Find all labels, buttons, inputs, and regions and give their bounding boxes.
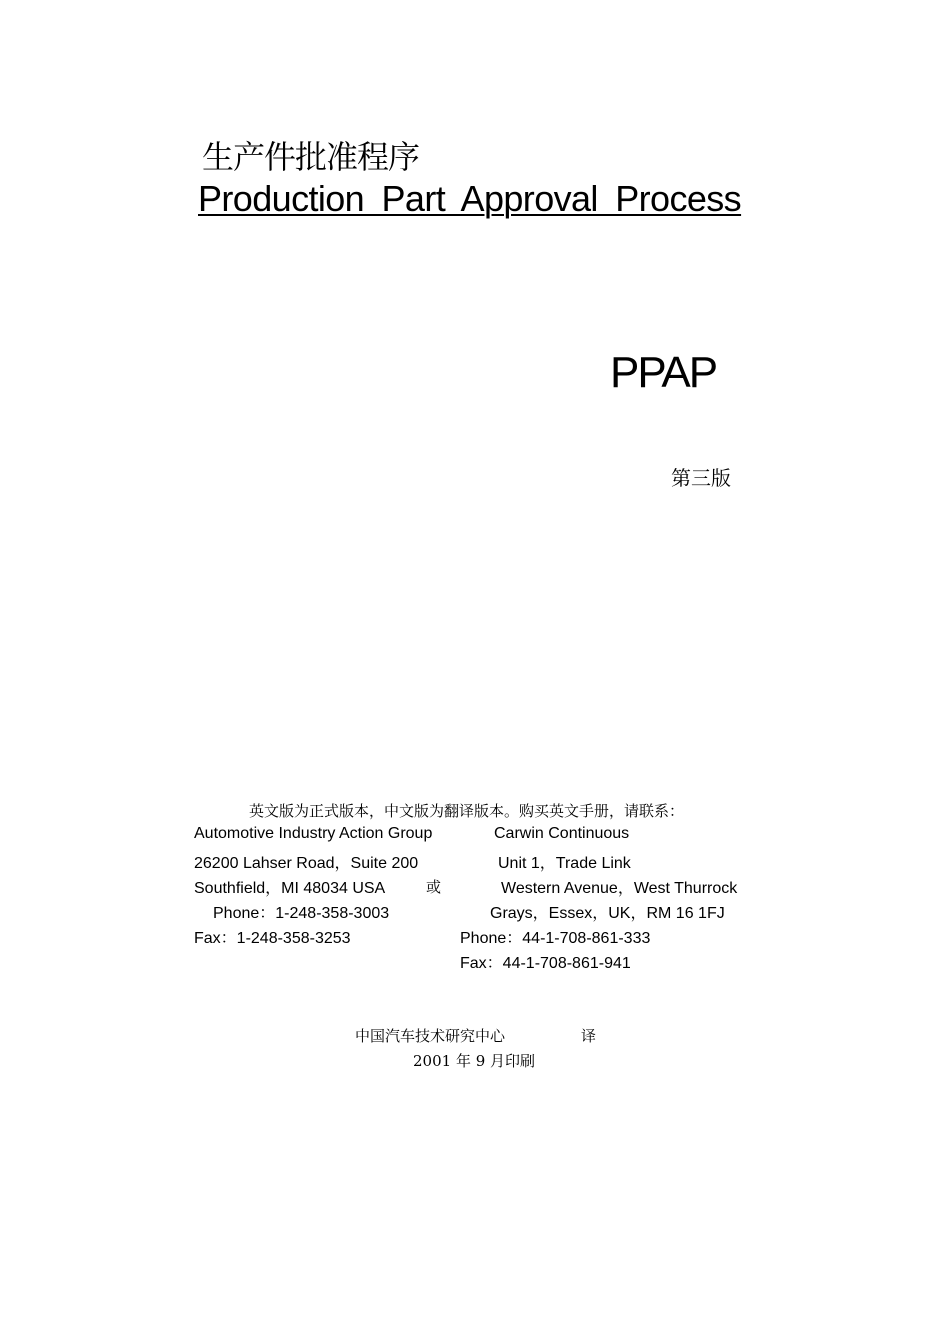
contact-right-line: Unit 1，Trade Link	[498, 855, 631, 872]
contact-right-line: Grays，Essex，UK，RM 16 1FJ	[490, 905, 725, 922]
contact-left-line: Automotive Industry Action Group	[194, 825, 433, 842]
contact-left-line: 26200 Lahser Road，Suite 200	[194, 855, 419, 872]
title-chinese: 生产件批准程序	[202, 138, 420, 176]
purchase-note: 英文版为正式版本，中文版为翻译版本。购买英文手册，请联系：	[249, 802, 685, 820]
contact-left-line: Phone：1-248-358-3003	[213, 905, 390, 922]
contact-right-line: Fax：44-1-708-861-941	[460, 955, 631, 972]
translator-organization: 中国汽车技术研究中心	[355, 1027, 506, 1045]
print-date: 2001 年 9 月印刷	[413, 1052, 536, 1070]
contact-right-line: Western Avenue，West Thurrock	[501, 880, 738, 897]
acronym: PPAP	[610, 348, 717, 397]
contact-right-line: Phone：44-1-708-861-333	[460, 930, 651, 947]
contact-left-line: Fax：1-248-358-3253	[194, 930, 351, 947]
contact-left-line: Southfield，MI 48034 USA	[194, 880, 386, 897]
contact-right-line: Carwin Continuous	[494, 825, 630, 842]
or-label: 或	[426, 878, 442, 896]
translator-role: 译	[581, 1027, 597, 1045]
title-english: Production Part Approval Process	[198, 178, 742, 219]
edition-label: 第三版	[671, 466, 731, 490]
